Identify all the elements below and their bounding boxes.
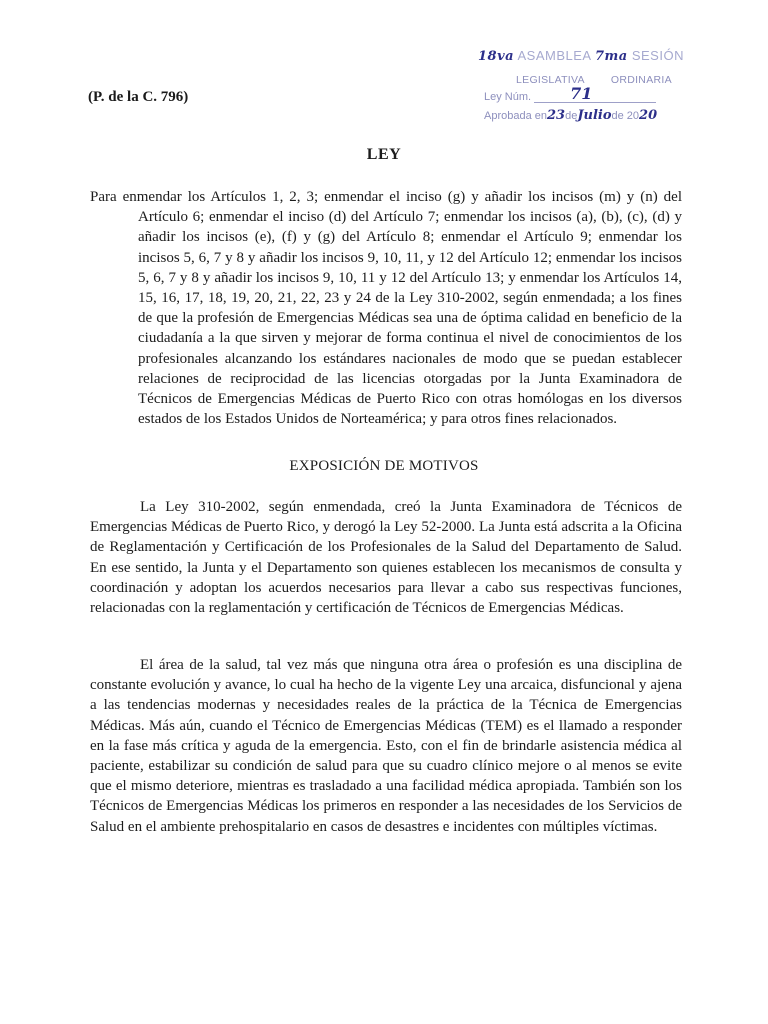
bill-reference: (P. de la C. 796) [88,89,189,105]
stamp-approved-row [484,108,657,123]
motives-paragraph-2: El área de la salud, tal vez más que ninguna otra área o profesión es una disciplina de constante evolución y avance, lo cual ha hecho de la vigente Ley una arcaica, disfuncional y ajena a las tendencias modernas y necesidades reales de la práctica de la Técnica de Emergencias Médicas. Más aún, cuando el Técnico de Emergencias Médicas (TEM) es el llamado a responder en la fase más crítica y aguda de la emergencia. Esto, con el fin de brindarle asistencia médica al paciente, estabilizar su condición de salud para que su cuadro clínico mejore o al menos se evite que el mismo deteriore, mientras es trasladado a una facilidad médica apropiada. También son los Técnicos de Emergencias Médicas los primeros en responder a las necesidades de los Servicios de Salud en el ambiente prehospitalario en casos de desastres e incidentes con múltiples víctimas. [90,657,682,835]
law-title: LEY [366,146,402,163]
stamp-type-row [516,74,672,86]
stamp-approved-month: Julio [577,108,612,123]
section-title: EXPOSICIÓN DE MOTIVOS [289,458,479,474]
stamp-session-ordinal: 7ma [594,49,628,64]
stamp-session-word: SESIÓN [631,48,684,63]
stamp-approved-year-label: de 20 [611,110,640,122]
legislative-stamp [478,46,690,134]
stamp-approved-de: de [565,110,578,122]
motives-paragraph-1: La Ley 310-2002, según enmendada, creó la Junta Examinadora de Técnicos de Emergencias Médicas de Puerto Rico, y derogó la Ley 52-2000. La Junta está adscrita a la Oficina de Reglamentación y Certificación de los Profesionales de la Salud del Departamento de Salud. En ese sentido, la Junta y el Departamento son quienes establecen los mecanismos de consulta y coordinación y adoptan los acuerdos necesarios para llevar a cabo sus respectivas funciones, relacionadas con la reglamentación y certificación de Técnicos de Emergencias Médicas. [90,499,682,617]
stamp-approved-day: 23 [547,108,566,123]
stamp-law-number-label: Ley Núm. [484,91,532,103]
stamp-approved-year: 20 [639,108,658,123]
stamp-law-number-row [484,84,656,103]
stamp-law-number: 71 [570,84,593,103]
stamp-ordinary: ORDINARIA [610,74,672,86]
stamp-legislative: LEGISLATIVA [516,74,585,86]
stamp-assembly-row [478,48,684,64]
stamp-assembly-word: ASAMBLEA [517,48,591,63]
stamp-assembly-ordinal: 18va [478,49,515,64]
law-purpose-paragraph: Para enmendar los Artículos 1, 2, 3; enmendar el inciso (g) y añadir los incisos (m) y (n) del Artículo 6; enmendar el inciso (d) del Artículo 7; enmendar los incisos (a), (b), (c), (d) y añadir los incisos (e), (f) y (g) del Artículo 8; enmendar el Artículo 9; enmendar los incisos 5, 6, 7 y 8 y añadir los incisos 9, 10, 11, y 12 del Artículo 12; enmendar los incisos 5, 6, 7 y 8 y añadir los incisos 9, 10, 11 y 12 del Artículo 13; y enmendar los Artículos 14, 15, 16, 17, 18, 19, 20, 21, 22, 23 y 24 de la Ley 310-2002, según enmendada; a los fines de que la profesión de Emergencias Médicas sea una de óptima calidad en beneficio de la ciudadanía a la que sirven y mejorar de forma continua el nivel de conocimientos de los profesionales alcanzando los estándares nacionales de modo que se puedan establecer relaciones de reciprocidad de las licencias otorgadas por la Junta Examinadora de Técnicos de Emergencias Médicas de Puerto Rico con otras homólogas en los diversos estados de los Estados Unidos de Norteamérica; y para otros fines relacionados. [90,189,682,428]
stamp-approved-label: Aprobada en [484,110,547,122]
